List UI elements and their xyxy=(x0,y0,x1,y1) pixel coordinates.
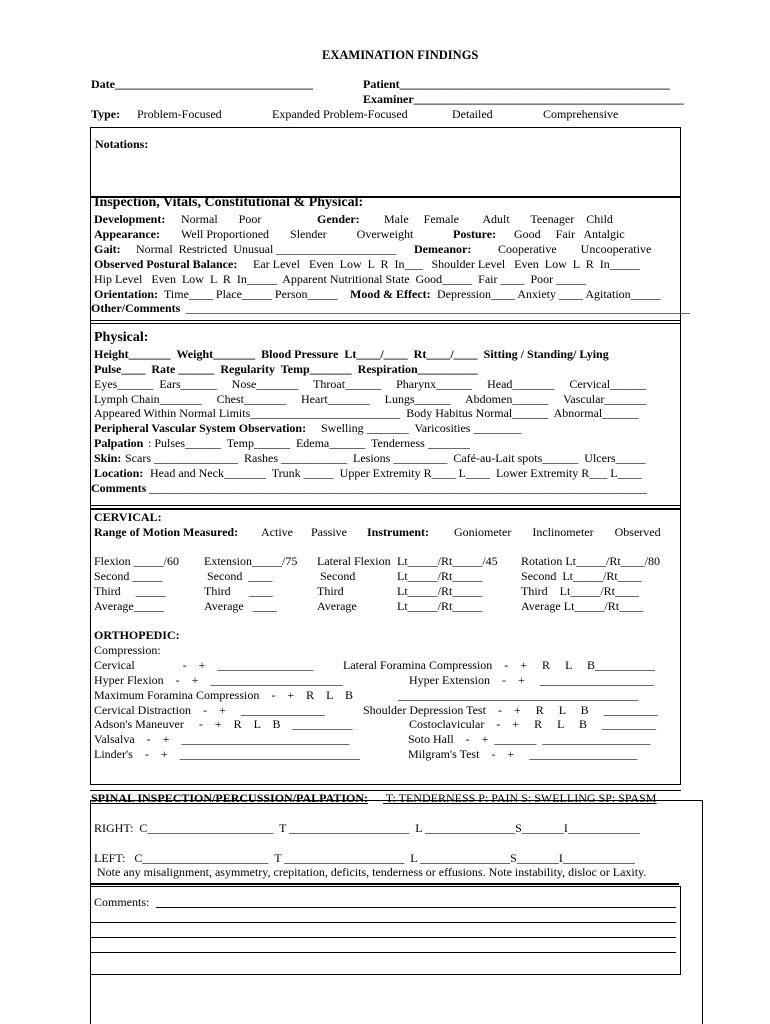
rom-second-3-label: Second xyxy=(320,569,356,583)
divider-inspection xyxy=(90,320,681,321)
physical-comments-line[interactable]: ___________________________________________________________________________________ xyxy=(149,481,647,495)
gender-label: Gender: xyxy=(317,212,360,226)
rom-second-1[interactable]: Second _____ xyxy=(94,569,163,583)
rom-second-2[interactable]: Second ____ xyxy=(207,569,273,583)
spinal-left-line[interactable]: LEFT: C_____________________ T ____________________ L _______________S_______I____________ xyxy=(94,851,635,865)
spinal-right-line[interactable]: RIGHT: C_____________________ T ____________________ L _______________S_______I____________ xyxy=(94,821,640,835)
hip-nutrition-line[interactable]: Hip Level Even Low L R In_____ Apparent Nutritional State Good_____ Fair ____ Poor _____ xyxy=(94,272,587,286)
demeanor-label: Demeanor: xyxy=(414,242,472,256)
location-label: Location: xyxy=(94,466,144,480)
examiner-field[interactable]: Examiner_____________________________________________ xyxy=(363,92,684,106)
palpation-options[interactable]: : Pulses______ Temp______ Edema______ Tenderness _______ xyxy=(148,436,470,450)
ortho-milgrams[interactable]: Milgram's Test - + __________________ xyxy=(408,747,638,761)
pvs-label: Peripheral Vascular System Observation: xyxy=(94,421,307,435)
vitals-line-2[interactable]: Pulse____ Rate ______ Regularity Temp_______ Respiration__________ xyxy=(94,362,478,376)
inspection-heading: Inspection, Vitals, Constitutional & Physical: xyxy=(94,195,364,210)
type-expanded-problem-focused[interactable]: Expanded Problem-Focused xyxy=(272,107,408,121)
rom-average-3-label: Average xyxy=(317,599,357,613)
spinal-legend: T: TENDERNESS P: PAIN S: SWELLING SP: SPASM xyxy=(383,791,657,805)
instrument-options[interactable]: Goniometer Inclinometer Observed xyxy=(454,525,661,539)
type-comprehensive[interactable]: Comprehensive xyxy=(543,107,619,121)
pvs-options[interactable]: Swelling _______ Varicosities ________ xyxy=(321,421,522,435)
ortho-hyper-extension[interactable]: Hyper Extension - + ___________________ xyxy=(409,673,654,687)
ortho-soto-hall[interactable]: Soto Hall - + _______ __________________ xyxy=(408,732,651,746)
date-field[interactable]: Date_________________________________ xyxy=(91,77,313,91)
rom-lateral-flexion-label: Lateral Flexion xyxy=(317,554,391,568)
comments-line-3[interactable] xyxy=(91,937,676,938)
vitals-line-1[interactable]: Height_______ Weight_______ Blood Pressure Lt____/____ Rt____/____ Sitting / Standing/ Lying xyxy=(94,347,609,361)
gait-label: Gait: xyxy=(94,242,121,256)
compression-label: Compression: xyxy=(94,643,161,657)
rom-options[interactable]: Active Passive xyxy=(261,525,347,539)
posture-label: Posture: xyxy=(453,227,497,241)
rom-third-3-label: Third xyxy=(317,584,344,598)
notations-label: Notations: xyxy=(95,137,149,151)
comments-line-4[interactable] xyxy=(91,952,676,953)
rom-average-2[interactable]: Average ____ xyxy=(204,599,277,613)
demeanor-options[interactable]: Cooperative Uncooperative xyxy=(498,242,652,256)
rom-label: Range of Motion Measured: xyxy=(94,525,239,539)
rom-lateral-flexion-values[interactable]: Lt_____/Rt_____/45 xyxy=(397,554,498,568)
cervical-heading: CERVICAL: xyxy=(94,510,162,524)
ortho-max-foramina[interactable]: Maximum Foramina Compression - + R L B xyxy=(94,688,353,702)
orthopedic-heading: ORTHOPEDIC: xyxy=(94,628,180,642)
rom-flexion[interactable]: Flexion _____/60 xyxy=(94,554,180,568)
rom-third-4[interactable]: Third Lt_____/Rt____ xyxy=(521,584,639,598)
appeared-normal-line[interactable]: Appeared Within Normal Limits_________________________ Body Habitus Normal______ Abnormal______ xyxy=(94,406,639,420)
type-detailed[interactable]: Detailed xyxy=(452,107,493,121)
exam-line-2[interactable]: Lymph Chain_______ Chest_______ Heart_______ Lungs______ Abdomen______ Vascular_______ xyxy=(94,392,647,406)
ortho-costoclavicular[interactable]: Costoclavicular - + R L B _________ xyxy=(409,717,656,731)
spinal-note: Note any misalignment, asymmetry, crepitation, deficits, tenderness or effusions. Note instability, disloc or Laxity. xyxy=(97,865,647,879)
development-label: Development: xyxy=(94,212,166,226)
ortho-shoulder-depression[interactable]: Shoulder Depression Test - + R L B _________ xyxy=(363,703,658,717)
orientation-options[interactable]: Time____ Place_____ Person_____ xyxy=(164,287,338,301)
rom-average-4[interactable]: Average Lt_____/Rt____ xyxy=(521,599,644,613)
page-title: EXAMINATION FINDINGS xyxy=(322,48,479,62)
instrument-label: Instrument: xyxy=(367,525,429,539)
ortho-linders[interactable]: Linder's - + ______________________________ xyxy=(94,747,360,761)
comments-label: Comments: xyxy=(94,895,150,909)
mood-options[interactable]: Depression____ Anxiety ____ Agitation_____ xyxy=(437,287,661,301)
rom-rotation[interactable]: Rotation Lt_____/Rt____/80 xyxy=(521,554,661,568)
rom-second-4[interactable]: Second Lt_____/Rt____ xyxy=(521,569,642,583)
rom-second-3[interactable]: Lt_____/Rt_____ xyxy=(397,569,483,583)
comments-box xyxy=(90,886,681,975)
comments-line-1[interactable] xyxy=(156,907,676,908)
rom-third-3[interactable]: Lt_____/Rt_____ xyxy=(397,584,483,598)
patient-field[interactable]: Patient_____________________________________________ xyxy=(363,77,670,91)
balance-options[interactable]: Ear Level Even Low L R In___ Shoulder Level Even Low L R In_____ xyxy=(253,257,640,271)
balance-label: Observed Postural Balance: xyxy=(94,257,238,271)
orientation-label: Orientation: xyxy=(94,287,158,301)
ortho-valsalva[interactable]: Valsalva - + ____________________________ xyxy=(94,732,350,746)
rom-extension[interactable]: Extension_____/75 xyxy=(204,554,298,568)
ortho-cervical-distraction[interactable]: Cervical Distraction - + ______________ xyxy=(94,703,325,717)
other-comments-line[interactable]: ____________________________________________________________________________________ xyxy=(186,301,690,315)
physical-comments-label: Comments xyxy=(91,481,147,495)
divider-spinal-note xyxy=(90,883,679,885)
development-options[interactable]: Normal Poor xyxy=(181,212,262,226)
comments-line-2[interactable] xyxy=(91,922,676,923)
rom-third-2[interactable]: Third ____ xyxy=(204,584,273,598)
divider-physical xyxy=(90,505,681,506)
type-label: Type: xyxy=(91,107,121,121)
mood-label: Mood & Effect: xyxy=(350,287,431,301)
skin-label: Skin: xyxy=(94,451,122,465)
divider-inspection-2 xyxy=(90,323,681,324)
other-comments-label: Other/Comments xyxy=(91,301,181,315)
location-options[interactable]: Head and Neck_______ Trunk _____ Upper Extremity R____ L____ Lower Extremity R___ L____ xyxy=(150,466,642,480)
palpation-label: Palpation xyxy=(94,436,144,450)
appearance-label: Appearance: xyxy=(94,227,160,241)
ortho-hyper-flexion[interactable]: Hyper Flexion - + ______________________ xyxy=(94,673,343,687)
spinal-heading: SPINAL INSPECTION/PERCUSSION/PALPATION: xyxy=(91,791,369,805)
ortho-adsons[interactable]: Adson's Maneuver - + R L B __________ xyxy=(94,717,353,731)
skin-options[interactable]: Scars ______________ Rashes ___________ Lesions _________ Café-au-Lait spots______ Ulcers_____ xyxy=(125,451,646,465)
rom-third-1[interactable]: Third _____ xyxy=(94,584,166,598)
type-problem-focused[interactable]: Problem-Focused xyxy=(137,107,222,121)
ortho-max-foramina-line[interactable]: ________________________________________ xyxy=(398,688,638,702)
ortho-lateral-foramina[interactable]: Lateral Foramina Compression - + R L B__________ xyxy=(343,658,655,672)
physical-heading: Physical: xyxy=(94,330,149,345)
ortho-cervical[interactable]: Cervical - + ________________ xyxy=(94,658,314,672)
exam-line-1[interactable]: Eyes______ Ears______ Nose_______ Throat______ Pharynx______ Head_______ Cervical______ xyxy=(94,377,647,391)
posture-options[interactable]: Good Fair Antalgic xyxy=(514,227,625,241)
rom-average-3[interactable]: Lt_____/Rt_____ xyxy=(397,599,483,613)
gait-options[interactable]: Normal Restricted Unusual ____________________ xyxy=(136,242,397,256)
appearance-options[interactable]: Well Proportioned Slender Overweight xyxy=(181,227,414,241)
gender-options[interactable]: Male Female Adult Teenager Child xyxy=(384,212,613,226)
rom-average-1[interactable]: Average_____ xyxy=(94,599,164,613)
